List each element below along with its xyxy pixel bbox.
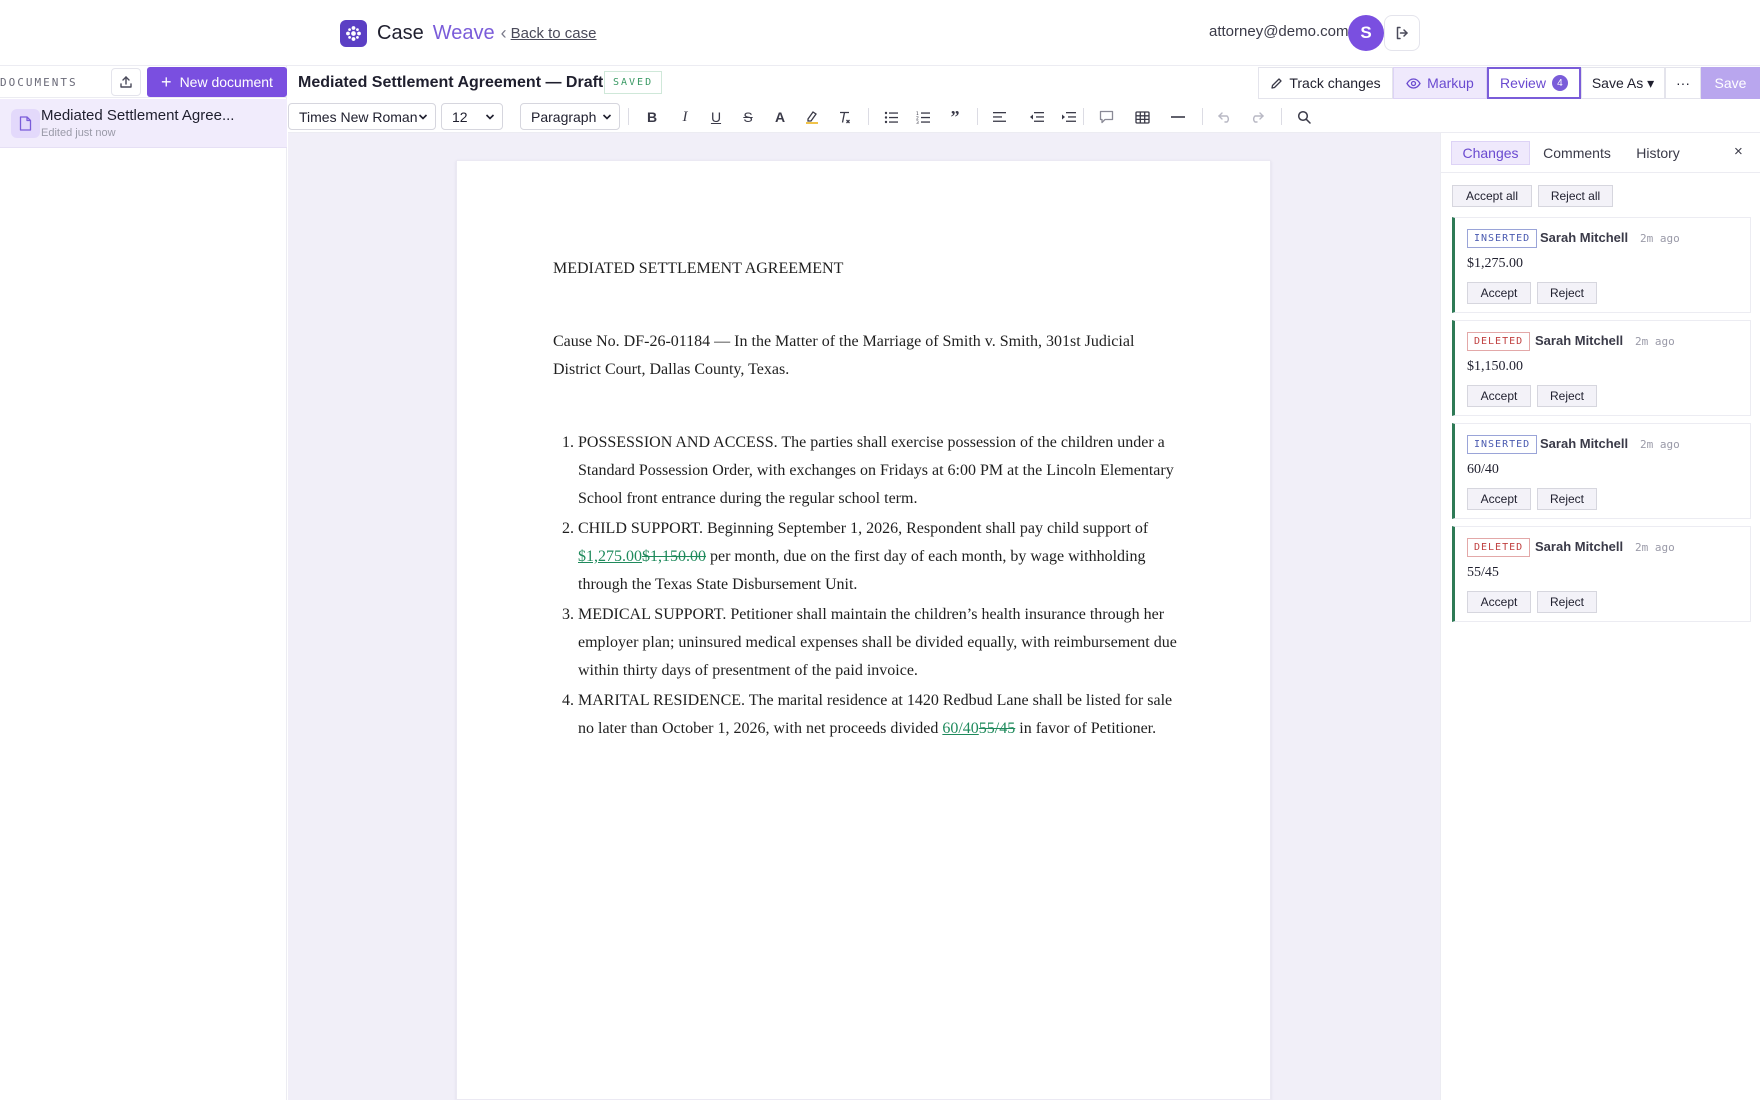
bullet-list-icon[interactable] (879, 105, 903, 129)
change-type-badge: DELETED (1467, 538, 1530, 557)
clause-text: in favor of Petitioner. (1015, 720, 1157, 737)
highlight-icon[interactable] (800, 105, 824, 129)
toolbar-divider (1281, 108, 1282, 125)
document-title: Mediated Settlement Agreement — Draft (298, 74, 604, 91)
search-icon[interactable] (1292, 105, 1316, 129)
editor-canvas (288, 133, 1440, 1100)
font-size-select[interactable] (441, 103, 503, 130)
change-author: Sarah Mitchell (1540, 230, 1629, 245)
clause-text: MARITAL RESIDENCE. The marital residence at 1420 Redbud Lane shall be listed for sale no later than October 1, 2026, with net proceeds divided (578, 692, 1173, 737)
toolbar-divider (1202, 108, 1203, 125)
svg-text:2: 2 (915, 116, 919, 121)
redo-icon[interactable] (1245, 105, 1269, 129)
documents-section-label: DOCUMENTS (0, 76, 78, 89)
review-count-badge: 4 (1552, 75, 1568, 91)
chevron-down-icon (601, 110, 613, 124)
change-type-badge: INSERTED (1467, 229, 1537, 248)
accept-change-button[interactable]: Accept (1467, 591, 1531, 613)
more-options-button[interactable]: ··· (1665, 67, 1701, 99)
logout-icon (1394, 25, 1410, 41)
reject-change-button[interactable]: Reject (1537, 385, 1597, 407)
document-heading: MEDIATED SETTLEMENT AGREEMENT (553, 260, 844, 277)
review-tabs (1441, 133, 1760, 173)
indent-icon[interactable] (1056, 105, 1080, 129)
document-body[interactable] (553, 255, 1178, 745)
inserted-text[interactable]: 60/40 (942, 720, 979, 737)
document-icon (11, 109, 40, 138)
track-changes-button[interactable] (1258, 67, 1393, 99)
weave-logo-icon (340, 20, 367, 47)
change-type-badge: INSERTED (1467, 435, 1537, 454)
block-type-value: Paragraph (531, 108, 597, 125)
plus-icon: + (161, 72, 172, 92)
upload-icon (119, 75, 133, 89)
clause-list (553, 429, 1178, 743)
change-type-badge: DELETED (1467, 332, 1530, 351)
back-to-case-link[interactable]: Back to case (510, 24, 597, 42)
avatar[interactable]: S (1348, 15, 1384, 51)
document-header (288, 66, 1760, 100)
change-time: 2m ago (1640, 232, 1680, 245)
change-value: 55/45 (1467, 565, 1499, 580)
accept-all-button[interactable]: Accept all (1452, 185, 1532, 207)
chevron-down-icon (417, 110, 429, 124)
close-icon[interactable]: × (1734, 143, 1743, 160)
brand-case: Case (377, 21, 424, 44)
tab-comments[interactable]: Comments (1543, 145, 1611, 161)
save-button[interactable]: Save (1701, 67, 1760, 99)
change-time: 2m ago (1640, 438, 1680, 451)
font-family-value: Times New Roman (299, 108, 418, 125)
top-bar (0, 0, 1760, 66)
clause-text: CHILD SUPPORT. Beginning September 1, 2026, Respondent shall pay child support of (578, 520, 1149, 537)
new-document-button[interactable] (147, 67, 287, 97)
track-changes-label: Track changes (1289, 75, 1381, 91)
undo-icon[interactable] (1213, 105, 1237, 129)
accept-change-button[interactable]: Accept (1467, 282, 1531, 304)
toolbar-divider (1083, 108, 1084, 125)
cause-paragraph: Cause No. DF-26-01184 — In the Matter of the Marriage of Smith v. Smith, 301st Judicial District Court, Dallas County, Texas. (553, 333, 1135, 378)
change-author: Sarah Mitchell (1535, 539, 1624, 554)
new-document-label: New document (179, 74, 273, 90)
documents-sidebar (0, 66, 287, 1100)
reject-change-button[interactable]: Reject (1537, 591, 1597, 613)
brand (340, 19, 596, 47)
change-card (1452, 217, 1751, 313)
svg-text:3: 3 (915, 120, 919, 124)
document-page[interactable] (456, 160, 1271, 1100)
markup-button[interactable] (1393, 67, 1487, 99)
upload-button[interactable] (111, 68, 141, 96)
clause-item: 3. MEDICAL SUPPORT. Petitioner shall maintain the children’s health insurance through her employer plan; uninsured medical expenses shall be divided equally, with reimbursement due within thirty days of presentment of the paid invoice. (578, 601, 1178, 685)
save-as-button[interactable]: Save As ▾ (1581, 67, 1665, 99)
font-size-value: 12 (452, 108, 468, 125)
strikethrough-icon[interactable]: S (743, 109, 753, 125)
brand-weave: Weave (432, 21, 495, 44)
reject-change-button[interactable]: Reject (1537, 282, 1597, 304)
change-time: 2m ago (1635, 541, 1675, 554)
toolbar-divider (868, 108, 869, 125)
change-card (1452, 320, 1751, 416)
align-left-icon[interactable] (988, 105, 1012, 129)
text-color-icon[interactable]: A (774, 109, 786, 125)
document-item-title: Mediated Settlement Agree... (41, 107, 235, 124)
chevron-down-icon (484, 110, 496, 124)
clause-item (578, 515, 1178, 599)
toolbar-divider (628, 108, 629, 125)
italic-icon[interactable]: I (682, 108, 688, 125)
numbered-list-icon[interactable] (911, 105, 935, 129)
outdent-icon[interactable] (1024, 105, 1048, 129)
review-panel (1440, 133, 1760, 1100)
bold-icon[interactable]: B (646, 109, 658, 125)
review-label: Review (1500, 75, 1546, 91)
status-badge: SAVED (604, 71, 662, 94)
block-type-select[interactable] (520, 103, 620, 130)
font-family-select[interactable] (288, 103, 436, 130)
change-author: Sarah Mitchell (1540, 436, 1629, 451)
underline-icon[interactable]: U (710, 109, 722, 125)
tab-history[interactable]: History (1636, 145, 1680, 161)
change-value: $1,275.00 (1467, 256, 1523, 271)
clause-text: per month, due on the first day of each month, by wage withholding through the Texas State Disbursement Unit. (578, 548, 1146, 593)
reject-change-button[interactable]: Reject (1537, 488, 1597, 510)
change-time: 2m ago (1635, 335, 1675, 348)
horizontal-rule-icon[interactable] (1166, 105, 1190, 129)
sidebar-header (0, 66, 287, 98)
review-button[interactable] (1487, 67, 1581, 99)
formatting-toolbar (288, 100, 1760, 133)
accept-change-button[interactable]: Accept (1467, 385, 1531, 407)
chevron-left-icon: ‹ (500, 22, 507, 43)
eye-icon (1406, 78, 1421, 89)
document-item-subtitle: Edited just now (41, 127, 116, 139)
change-value: 60/40 (1467, 462, 1499, 477)
markup-label: Markup (1427, 75, 1474, 91)
comment-icon[interactable] (1094, 105, 1118, 129)
clause-item: 1. POSSESSION AND ACCESS. The parties shall exercise possession of the children under a Standard Possession Order, with exchanges on Fridays at 6:00 PM at the Lincoln Elementary School front entrance during the regular school term. (578, 429, 1178, 513)
clause-item (578, 687, 1178, 743)
change-card (1452, 526, 1751, 622)
blockquote-icon[interactable]: ” (950, 106, 960, 127)
change-card (1452, 423, 1751, 519)
accept-change-button[interactable]: Accept (1467, 488, 1531, 510)
user-email: attorney@demo.com (1209, 23, 1349, 40)
svg-text:1: 1 (915, 111, 919, 117)
clear-formatting-icon[interactable] (832, 105, 856, 129)
deleted-text[interactable]: $1,150.00 (642, 548, 706, 565)
pencil-icon (1270, 77, 1283, 90)
sidebar-item-document[interactable] (0, 99, 287, 148)
table-icon[interactable] (1130, 105, 1154, 129)
change-author: Sarah Mitchell (1535, 333, 1624, 348)
tab-changes[interactable]: Changes (1451, 141, 1530, 165)
reject-all-button[interactable]: Reject all (1538, 185, 1613, 207)
change-value: $1,150.00 (1467, 359, 1523, 374)
logout-button[interactable] (1384, 15, 1420, 51)
deleted-text[interactable]: 55/45 (978, 720, 1016, 737)
toolbar-divider (977, 108, 978, 125)
inserted-text[interactable]: $1,275.00 (578, 548, 642, 565)
